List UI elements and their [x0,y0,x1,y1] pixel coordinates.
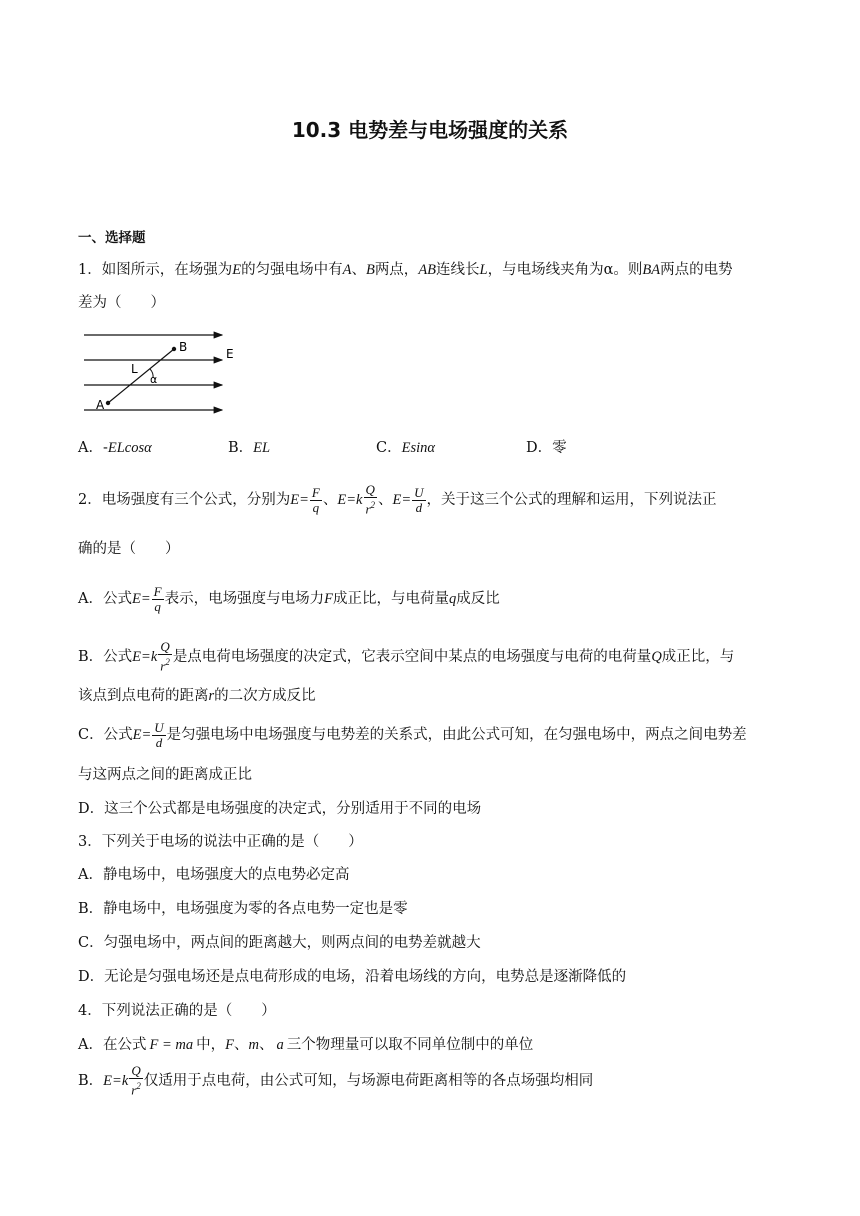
q4-option-b[interactable]: B．E=k $\frac{Q}{r^2}$ 仅适用于点电荷，由公式可知，与场源电荷距离相等的各点场强均相同 [78,1063,594,1098]
q2-option-a[interactable]: A．公式E= $\frac{F}{q}$ 表示，电场强度与电场力F成正比，与电荷量q成反比 [78,583,500,614]
q1-options [78,437,778,459]
q1-stem-line2: 差为（ ） [78,295,165,311]
figure-label-e: E [226,347,234,361]
q2-option-b[interactable]: B．公式E=k $\frac{Q}{r^2}$ 是点电荷电场强度的决定式，它表示空间中某点的电场强度与电荷的电荷量Q成正比，与 [78,639,735,674]
q2-stem-line2: 确的是（ ） [78,541,180,557]
q1-option-d[interactable]: D．零 [526,440,567,456]
formula-q-over-r2: $\frac{Q}{r^2}$ [365,482,375,517]
q2-stem: 2．电场强度有三个公式，分别为E= $\frac{F}{q}$ 、E=k $\frac{Q}{r^2}$ 、E= $\frac{U}{d}$ ，关于这三个公式的理解和运用，下列说法正 [78,482,717,517]
q4-stem: 4．下列说法正确的是（ ） [78,1003,276,1019]
q3-option-b[interactable]: B．静电场中，电场强度为零的各点电势一定也是零 [78,901,408,917]
formula-u-over-d: $\frac{U}{d}$ [414,484,424,515]
formula-f-over-q: $\frac{F}{q}$ [311,484,320,515]
q2-option-c-line2: 与这两点之间的距离成正比 [78,767,252,783]
q3-option-a[interactable]: A．静电场中，电场强度大的点电势必定高 [78,867,350,883]
q1-option-c[interactable]: C．Esinα [376,440,435,456]
q4-option-a[interactable]: A．在公式 F = ma 中，F、m、 a 三个物理量可以取不同单位制中的单位 [78,1037,534,1053]
section-heading: 一、选择题 [78,230,146,246]
q1-field-figure [76,327,246,419]
figure-label-a: A [96,398,105,412]
figure-label-l: L [131,362,138,376]
q3-option-c[interactable]: C．匀强电场中，两点间的距离越大，则两点间的电势差就越大 [78,935,481,951]
q2-option-c[interactable]: C．公式E= $\frac{U}{d}$ 是匀强电场中电场强度与电势差的关系式，由此公式可知，在匀强电场中，两点之间电势差 [78,719,747,750]
q1-stem: 1．如图所示，在场强为E的匀强电场中有A、B两点，AB连线长L，与电场线夹角为α。则BA两点的电势 [78,262,733,278]
figure-label-b: B [179,340,188,354]
document-title: 10.3 电势差与电场强度的关系 [291,118,569,142]
q2-option-d[interactable]: D．这三个公式都是电场强度的决定式，分别适用于不同的电场 [78,801,482,817]
q3-option-d[interactable]: D．无论是匀强电场还是点电荷形成的电场，沿着电场线的方向，电势总是逐渐降低的 [78,969,627,985]
q1-option-b[interactable]: B．EL [228,440,271,456]
figure-label-alpha: α [150,373,158,386]
q3-stem: 3．下列关于电场的说法中正确的是（ ） [78,834,363,850]
q1-option-a[interactable]: A．-ELcosα [78,440,152,456]
q2-option-b-line2: 该点到点电荷的距离r的二次方成反比 [78,688,316,704]
